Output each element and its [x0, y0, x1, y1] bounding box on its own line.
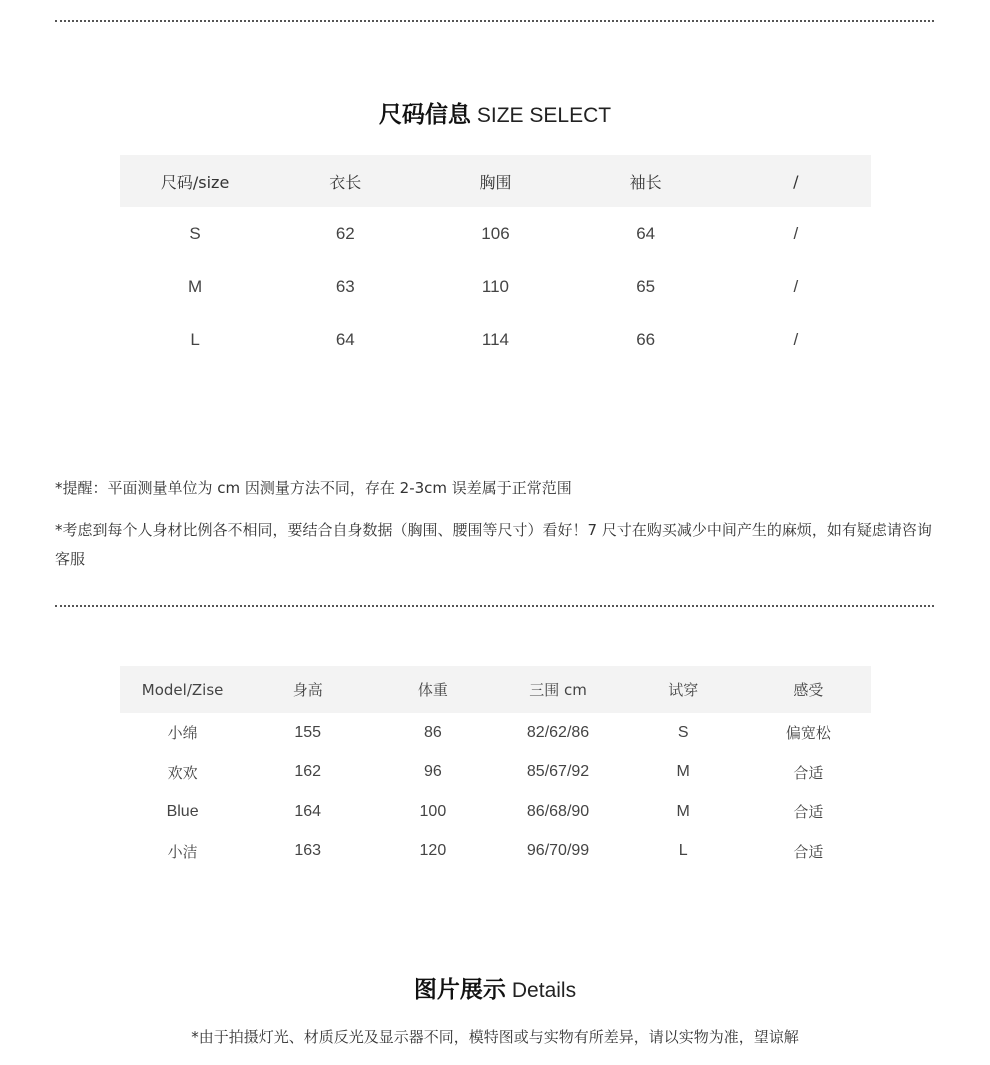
- table-row: [120, 792, 871, 832]
- size-cell: 62: [335, 223, 355, 243]
- table-row: [120, 753, 871, 793]
- model-header-cell: 体重: [417, 681, 448, 699]
- table-row: [120, 713, 871, 753]
- size-section-title: [0, 96, 990, 129]
- model-cell: 164: [294, 802, 322, 820]
- model-header-cell: 三围 cm: [529, 681, 587, 699]
- size-table: [120, 155, 871, 366]
- details-title-cn: 图片展示: [413, 977, 506, 1003]
- size-cell: 64: [636, 223, 656, 243]
- model-feel-cell: 合适: [793, 842, 824, 861]
- model-feel-cell: 合适: [793, 763, 824, 782]
- measurement-note: *提醒：平面测量单位为 cm 因测量方法不同，存在 2-3cm 误差属于正常范围: [55, 479, 572, 497]
- size-header-cell: 袖长: [629, 172, 662, 192]
- table-row: [120, 832, 871, 872]
- size-title-cn: 尺码信息: [378, 102, 471, 128]
- model-cell: S: [677, 723, 689, 741]
- model-header-cell: 身高: [292, 681, 323, 699]
- size-cell: 66: [636, 329, 656, 349]
- size-header-cell: 衣长: [329, 172, 362, 192]
- size-cell: /: [793, 329, 799, 349]
- size-header-cell: 尺码/size: [160, 172, 230, 192]
- model-cell: 86/68/90: [526, 802, 590, 820]
- size-cell: L: [190, 329, 200, 349]
- model-header-cell: 试穿: [668, 681, 699, 699]
- model-cell: 96: [423, 763, 442, 781]
- model-cell: M: [676, 802, 690, 820]
- model-cell: 163: [294, 842, 322, 860]
- size-cell: 65: [636, 276, 656, 296]
- model-cell: 96/70/99: [526, 842, 590, 860]
- size-cell: /: [793, 276, 799, 296]
- details-title-en: Details: [511, 979, 577, 1002]
- table-row: [120, 313, 871, 366]
- model-name-cell: Blue: [166, 802, 199, 820]
- model-table: [120, 666, 871, 871]
- size-cell: 106: [481, 223, 510, 243]
- table-row: [120, 207, 871, 260]
- model-name-cell: 欢欢: [167, 763, 198, 782]
- size-cell: 114: [481, 329, 510, 349]
- photo-disclaimer: *由于拍摄灯光、材质反光及显示器不同，模特图或与实物有所差异，请以实物为准，望谅解: [191, 1028, 799, 1046]
- model-cell: 120: [419, 842, 447, 860]
- model-cell: 162: [294, 763, 322, 781]
- size-table-header: [120, 155, 871, 207]
- size-cell: S: [189, 223, 201, 243]
- model-header-cell: 感受: [793, 681, 824, 699]
- size-cell: /: [793, 223, 799, 243]
- model-cell: 100: [419, 802, 447, 820]
- model-header-cell: Model/Zise: [141, 680, 224, 699]
- model-cell: M: [676, 763, 690, 781]
- model-table-header: [120, 666, 871, 713]
- fit-advice-note: *考虑到每个人身材比例各不相同，要结合自身数据（胸围、腰围等尺寸）看好！7 尺寸在购买减少中间产生的麻烦，如有疑虑请咨询客服: [55, 521, 932, 568]
- size-header-cell: /: [793, 171, 799, 191]
- size-cell: 63: [335, 276, 355, 296]
- model-cell: 86: [423, 723, 442, 741]
- model-cell: 82/62/86: [526, 723, 590, 741]
- size-cell: 64: [335, 329, 355, 349]
- details-section-title: [0, 971, 990, 1004]
- size-title-en: SIZE SELECT: [476, 104, 612, 127]
- top-divider: [55, 20, 934, 22]
- model-feel-cell: 合适: [793, 803, 824, 822]
- size-cell: 110: [481, 276, 510, 296]
- model-feel-cell: 偏宽松: [785, 724, 831, 743]
- model-name-cell: 小绵: [167, 724, 198, 743]
- model-cell: 155: [294, 723, 322, 741]
- table-row: [120, 260, 871, 313]
- model-cell: L: [678, 842, 688, 860]
- size-cell: M: [188, 276, 203, 296]
- model-cell: 85/67/92: [526, 763, 590, 781]
- model-name-cell: 小洁: [167, 842, 198, 861]
- middle-divider: [55, 605, 934, 607]
- size-header-cell: 胸围: [479, 172, 512, 192]
